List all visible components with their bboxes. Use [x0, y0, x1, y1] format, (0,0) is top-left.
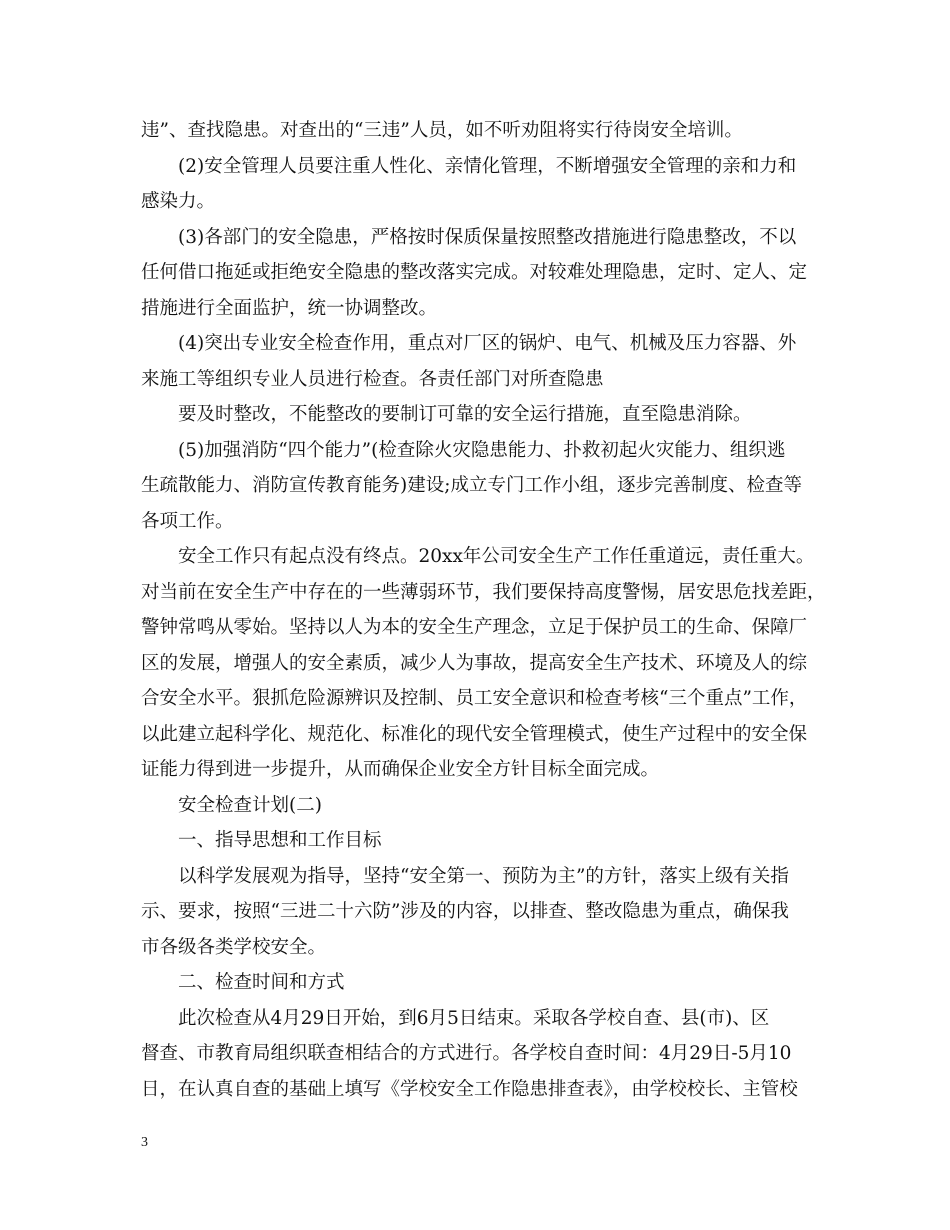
- text-line: 要及时整改，不能整改的要制订可靠的安全运行措施，直至隐患消除。: [178, 404, 752, 425]
- text-line: (2)安全管理人员要注重人性化、亲情化管理，不断增强安全管理的亲和力和: [178, 155, 797, 177]
- text-line: 此次检查从4月29日开始，到6月5日结束。采取各学校自查、县(市)、区: [178, 1007, 770, 1029]
- text-line: (3)各部门的安全隐患，严格按时保质保量按照整改措施进行隐患整改，不以: [178, 226, 797, 248]
- text-line: 合安全水平。狠抓危险源辨识及控制、员工安全意识和检查考核“三个重点”工作，: [141, 688, 808, 709]
- text-line: 来施工等组织专业人员进行检查。各责任部门对所查隐患: [141, 368, 604, 390]
- text-line: 一、指导思想和工作目标: [178, 830, 382, 851]
- text-line: 以科学发展观为指导，坚持“安全第一、预防为主”的方针，落实上级有关指: [178, 865, 789, 887]
- text-line: 任何借口拖延或拒绝安全隐患的整改落实完成。对较难处理隐患，定时、定人、定: [141, 262, 808, 283]
- text-line: 二、检查时间和方式: [178, 972, 345, 993]
- text-line: 违”、查找隐患。对查出的“三违”人员，如不听劝阻将实行待岗安全培训。: [141, 120, 743, 141]
- text-line: 警钟常鸣从零始。坚持以人为本的安全生产理念，立足于保护员工的生命、保障厂: [141, 617, 808, 638]
- text-line: 对当前在安全生产中存在的一些薄弱环节，我们要保持高度警惕，居安思危找差距，: [141, 581, 826, 603]
- text-line: 日，在认真自查的基础上填写《学校安全工作隐患排查表》，由学校校长、主管校: [141, 1078, 798, 1100]
- text-line: 安全工作只有起点没有终点。20xx年公司安全生产工作任重道远，责任重大。: [178, 546, 815, 567]
- text-line: 各项工作。: [141, 510, 234, 532]
- text-line: 感染力。: [141, 191, 216, 212]
- text-line: (5)加强消防“四个能力”(检查除火灾隐患能力、扑救初起火灾能力、组织逃: [178, 439, 786, 461]
- text-line: 证能力得到进一步提升，从而确保企业安全方针目标全面完成。: [141, 759, 660, 780]
- text-line: 区的发展，增强人的安全素质，减少人为事故，提高安全生产技术、环境及人的综: [141, 652, 808, 674]
- text-line: 示、要求，按照“三进二十六防”涉及的内容，以排查、整改隐患为重点，确保我: [141, 901, 789, 922]
- text-line: 措施进行全面监护，统一协调整改。: [141, 297, 438, 319]
- text-line: 以此建立起科学化、规范化、标准化的现代安全管理模式，使生产过程中的安全保: [141, 723, 808, 745]
- text-line: 督查、市教育局组织联查相结合的方式进行。各学校自查时间：4月29日-5月10: [141, 1043, 792, 1064]
- text-line: 生疏散能力、消防宣传教育能务)建设;成立专门工作小组，逐步完善制度、检查等: [141, 475, 802, 496]
- text-line: 市各级各类学校安全。: [141, 936, 327, 958]
- text-line: 安全检查计划(二): [178, 794, 322, 816]
- page-number: 3: [141, 1135, 148, 1150]
- text-line: (4)突出专业安全检查作用，重点对厂区的锅炉、电气、机械及压力容器、外: [178, 333, 797, 354]
- document-body: [141, 113, 826, 1107]
